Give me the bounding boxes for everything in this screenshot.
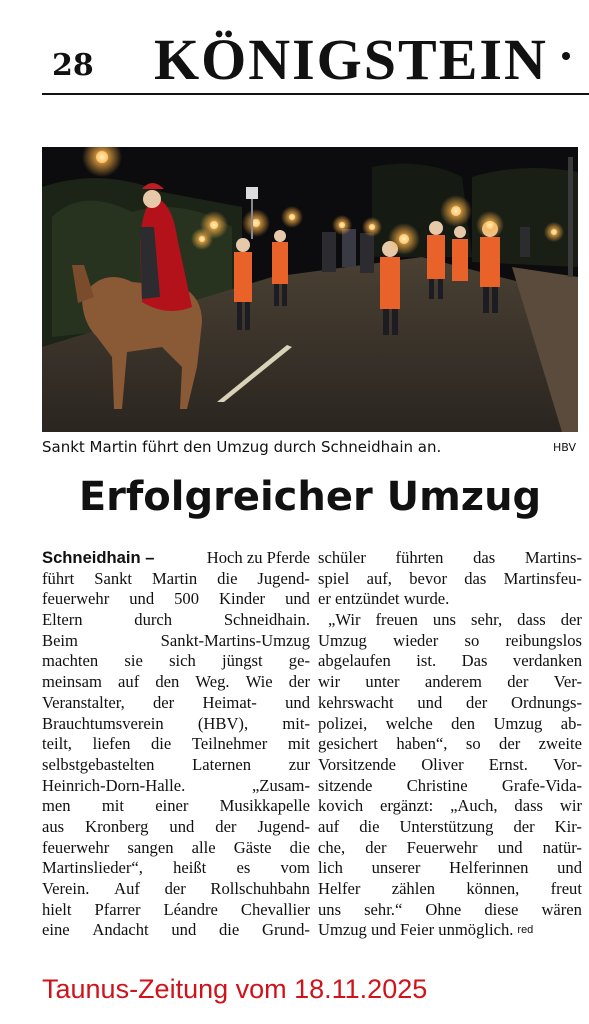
text-line: führt Sankt Martin die Jugend- xyxy=(42,568,310,588)
text-line: men mit einer Musikkapelle xyxy=(42,796,310,816)
text-line: Schneidhain – Hoch zu Pferde xyxy=(42,548,310,567)
text-line: feuerwehr sangen alle Gäste die xyxy=(42,837,310,857)
article-headline: Erfolgreicher Umzug xyxy=(78,474,542,520)
text-line: machten sie sich jüngst ge- xyxy=(42,651,310,671)
text-line: uns sehr.“ Ohne diese wären xyxy=(318,899,582,919)
article-column-left xyxy=(42,548,310,941)
article-lead-word: Schneidhain – xyxy=(42,548,155,567)
masthead xyxy=(42,22,589,92)
text-line: polizei, welche den Umzug ab- xyxy=(318,713,582,733)
author-tag: red xyxy=(517,924,534,937)
text-line: Umzug wieder so reibungslos xyxy=(318,630,582,650)
article-photo xyxy=(42,147,578,432)
page-number: 28 xyxy=(52,48,94,83)
text-line: lich unserer Helferinnen und xyxy=(318,858,582,878)
text-line: Eltern durch Schneidhain. xyxy=(42,610,310,630)
text-line: auf die Unterstützung der Kir- xyxy=(318,816,582,836)
text-line: Helfer zählen können, freut xyxy=(318,879,582,898)
text-line: kovich ergänzt: „Auch, dass wir xyxy=(318,796,582,816)
text-line: Verein. Auf der Rollschuhbahn xyxy=(42,879,310,898)
text-line: „Wir freuen uns sehr, dass der xyxy=(328,610,582,630)
text-line: abgelaufen ist. Das verdanken xyxy=(318,651,582,671)
text-line: Umzug und Feier unmöglich. red xyxy=(318,920,534,940)
newspaper-section-title: KÖNIGSTEIN xyxy=(154,27,548,92)
text-line: Heinrich-Dorn-Halle. „Zusam- xyxy=(42,775,310,795)
text-line: Vorsitzende Oliver Ernst. Vor- xyxy=(318,754,582,774)
text-line: sitzende Christine Grafe-Vida- xyxy=(318,775,582,795)
text-line: feuerwehr und 500 Kinder und xyxy=(42,589,310,609)
text-line: spiel auf, bevor das Martinsfeu- xyxy=(318,568,582,588)
text-line: Martinslieder“, heißt es vom xyxy=(42,858,310,878)
text-line: Veranstalter, der Heimat- und xyxy=(42,692,310,712)
text-line: kehrswacht und der Ordnungs- xyxy=(318,692,582,712)
text-line: hielt Pfarrer Léandre Chevallier xyxy=(42,899,310,919)
article-column-right xyxy=(318,548,582,941)
dot-icon xyxy=(562,52,570,60)
text-line: selbstgebastelten Laternen zur xyxy=(42,754,310,774)
photo-caption xyxy=(42,436,578,458)
text-line: teilt, liefen die Teilnehmer mit xyxy=(42,734,310,754)
caption-text: Sankt Martin führt den Umzug durch Schneidhain an. xyxy=(42,438,442,456)
text-line: eine Andacht und die Grund- xyxy=(42,920,310,940)
text-line: Beim Sankt-Martins-Umzug xyxy=(42,630,310,650)
text-line: che, der Feuerwehr und natür- xyxy=(318,837,582,857)
source-note: Taunus-Zeitung vom 18.11.2025 xyxy=(42,974,428,1004)
text-line: meinsam auf den Weg. Wie der xyxy=(42,672,310,692)
text-line: er entzündet wurde. xyxy=(318,589,450,609)
text-line: Brauchtumsverein (HBV), mit- xyxy=(42,713,310,733)
masthead-rule xyxy=(42,93,589,95)
night-procession-illustration xyxy=(42,147,578,432)
text-line: schüler führten das Martins- xyxy=(318,548,582,567)
text-line: wir unter anderem der Ver- xyxy=(318,672,582,692)
text-line: aus Kronberg und der Jugend- xyxy=(42,816,310,836)
photo-credit: HBV xyxy=(552,441,576,454)
text-line: gesichert haben“, so der zweite xyxy=(318,734,582,754)
